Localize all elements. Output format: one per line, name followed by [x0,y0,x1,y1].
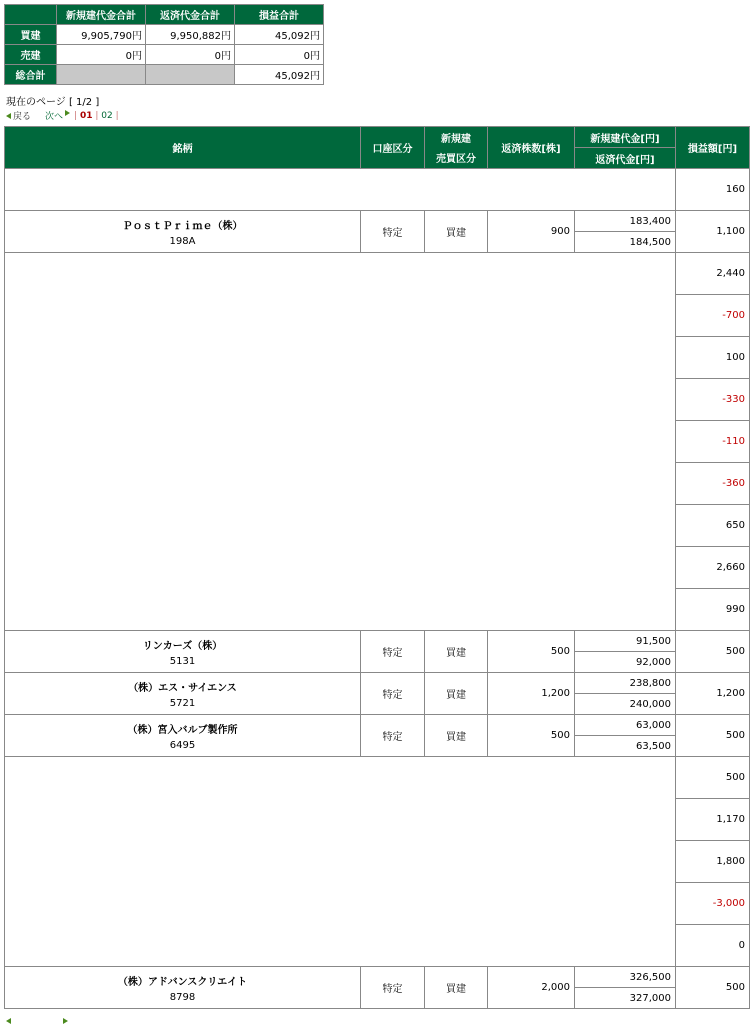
qty-cell: 2,000 [488,967,575,1009]
trade-type-cell: 買建 [425,967,488,1009]
open-price-cell: 238,800 [575,673,676,694]
qty-cell: 900 [488,211,575,253]
summary-cell: 9,950,882円 [146,25,235,45]
stock-name[interactable]: ＰｏｓｔＰｒｉｍｅ（株） [122,220,243,232]
summary-cell: 9,905,790円 [57,25,146,45]
trade-type-cell: 買建 [425,631,488,673]
qty-cell: 1,200 [488,673,575,715]
summary-row-label: 総合計 [5,65,57,85]
stock-name[interactable]: （株）アドバンスクリエイト [117,976,248,988]
table-row-partial [5,169,750,211]
table-row [5,631,750,652]
account-cell: 特定 [361,631,425,673]
back-link[interactable]: 戻る [13,112,32,122]
table-row [5,211,750,232]
summary-corner [5,5,57,25]
stock-code: 5131 [169,655,196,667]
pl-cell: 100 [676,337,750,379]
pl-cell: -360 [676,463,750,505]
stock-name[interactable]: リンカーズ（株） [142,640,223,652]
table-row [5,715,750,736]
summary-cell: 45,092円 [235,65,324,85]
summary-cell: 0円 [57,45,146,65]
pl-cell: 160 [676,169,750,211]
page-link-2[interactable]: 02 [101,110,113,121]
next-arrow-icon [63,1018,68,1024]
table-row [5,673,750,694]
stock-name[interactable]: （株）宮入バルブ製作所 [127,724,238,736]
pl-cell: 500 [676,967,750,1009]
table-row-partial [5,253,750,295]
header-account: 口座区分 [361,127,425,169]
stock-code: 198A [169,235,196,247]
next-arrow-icon [65,110,70,116]
summary-cell: 0円 [235,45,324,65]
trade-type-cell: 買建 [425,673,488,715]
pl-cell: -330 [676,379,750,421]
header-trade-type [425,127,488,169]
close-price-cell: 63,500 [575,736,676,757]
stock-code: 8798 [169,991,196,1003]
header-stock: 銘柄 [5,127,361,169]
stock-cell [5,211,361,253]
pager: 戻る 次へ | 01 | 02 | [6,109,119,122]
summary-row-sell [5,45,324,65]
account-cell: 特定 [361,211,425,253]
summary-row-label: 売建 [5,45,57,65]
close-price-cell: 327,000 [575,988,676,1009]
pl-cell: 650 [676,505,750,547]
summary-row-total [5,65,324,85]
footer-pager [6,1018,68,1024]
blank-area [5,169,676,211]
pl-cell: -110 [676,421,750,463]
positions-table [4,126,750,1009]
stock-cell [5,967,361,1009]
header-close-price: 返済代金[円] [575,148,676,169]
stock-cell [5,673,361,715]
stock-code: 5721 [169,697,196,709]
summary-cell-gray [146,65,235,85]
account-cell: 特定 [361,967,425,1009]
stock-cell [5,631,361,673]
trade-type-cell: 買建 [425,211,488,253]
table-row-partial [5,757,750,799]
summary-row-buy [5,25,324,45]
trade-type-cell: 買建 [425,715,488,757]
pl-cell: 2,660 [676,547,750,589]
pl-cell: 1,170 [676,799,750,841]
pl-cell: 1,800 [676,841,750,883]
account-cell: 特定 [361,673,425,715]
header-qty: 返済株数[株] [488,127,575,169]
close-price-cell: 92,000 [575,652,676,673]
summary-cell-gray [57,65,146,85]
close-price-cell: 184,500 [575,232,676,253]
open-price-cell: 91,500 [575,631,676,652]
open-price-cell: 63,000 [575,715,676,736]
blank-area [5,253,676,631]
pl-cell: 500 [676,757,750,799]
summary-cell: 0円 [146,45,235,65]
next-link[interactable]: 次へ [45,112,64,122]
page-info: 現在のページ [ 1/2 ] [6,97,100,108]
account-cell: 特定 [361,715,425,757]
page-link-current: 01 [79,110,93,121]
pl-cell: 0 [676,925,750,967]
stock-code: 6495 [169,739,196,751]
pl-cell: 1,200 [676,673,750,715]
pl-cell: 1,100 [676,211,750,253]
table-row [5,967,750,988]
prev-arrow-icon [6,1018,11,1024]
pl-cell: 500 [676,631,750,673]
summary-cell: 45,092円 [235,25,324,45]
summary-header-close-total: 返済代金合計 [146,5,235,25]
close-price-cell: 240,000 [575,694,676,715]
qty-cell: 500 [488,715,575,757]
open-price-cell: 326,500 [575,967,676,988]
summary-header-open-total: 新規建代金合計 [57,5,146,25]
pl-cell: 990 [676,589,750,631]
pl-cell: -700 [676,295,750,337]
pl-cell: 2,440 [676,253,750,295]
header-pl: 損益額[円] [676,127,750,169]
prev-arrow-icon [6,113,11,119]
stock-cell [5,715,361,757]
header-trade-type-line2: 売買区分 [436,154,476,165]
summary-table [4,4,324,85]
blank-area [5,757,676,967]
pl-cell: -3,000 [676,883,750,925]
header-open-price: 新規建代金[円] [575,127,676,148]
stock-name[interactable]: （株）エス・サイエンス [128,682,237,694]
summary-header-pl-total: 損益合計 [235,5,324,25]
qty-cell: 500 [488,631,575,673]
open-price-cell: 183,400 [575,211,676,232]
pl-cell: 500 [676,715,750,757]
header-trade-type-line1: 新規建 [441,134,471,145]
summary-row-label: 買建 [5,25,57,45]
